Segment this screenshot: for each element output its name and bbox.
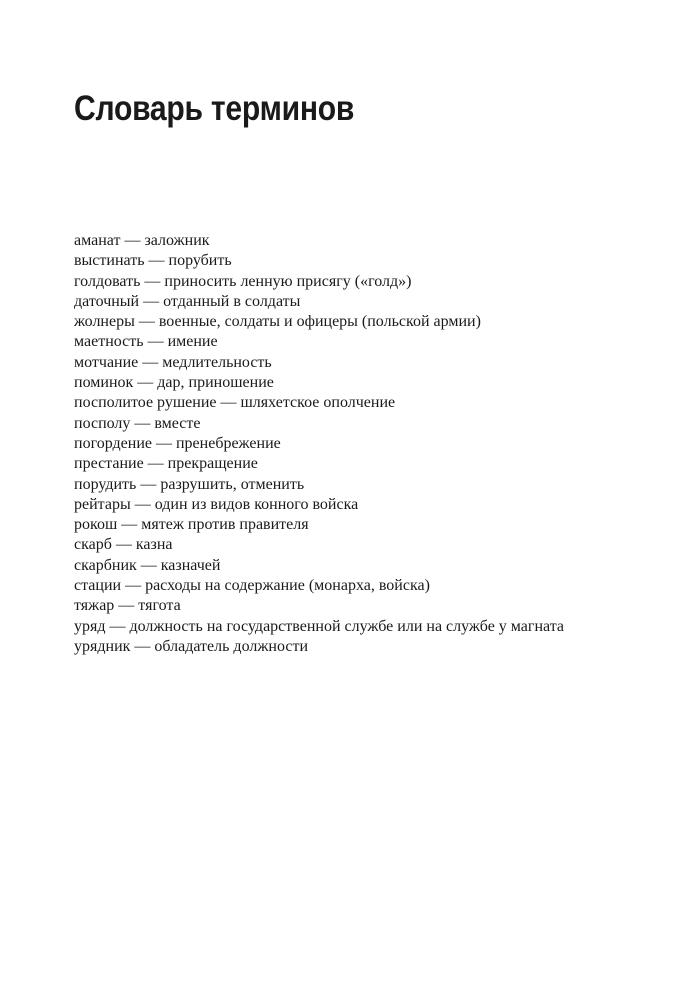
- glossary-entry: урядник — обладатель должности: [74, 637, 309, 655]
- glossary-entry: тяжар — тягота: [74, 597, 181, 615]
- glossary-entry: маетность — имение: [74, 333, 218, 351]
- glossary-entry: жолнеры — военные, солдаты и офицеры (польской армии): [74, 313, 481, 331]
- glossary-entry: погордение — пренебрежение: [74, 434, 281, 452]
- glossary-entry: даточный — отданный в солдаты: [74, 292, 301, 310]
- glossary-entry: поминок — дар, приношение: [74, 374, 274, 392]
- glossary-entry: аманат — заложник: [74, 232, 210, 249]
- glossary-list: [74, 231, 634, 657]
- glossary-entry: рейтары — один из видов конного войска: [74, 495, 359, 513]
- glossary-entry: скарб — казна: [74, 536, 173, 554]
- glossary-entry: престание — прекращение: [74, 455, 258, 473]
- glossary-entry: стации — расходы на содержание (монарха, войска): [74, 577, 430, 595]
- glossary-entry: рокош — мятеж против правителя: [74, 516, 309, 534]
- glossary-entry: порудить — разрушить, отменить: [74, 475, 305, 493]
- glossary-entry: голдовать — приносить ленную присягу («голд»): [74, 272, 412, 290]
- page-title: Словарь терминов: [74, 89, 355, 128]
- glossary-entry: посполу — вместе: [74, 414, 201, 432]
- glossary-entry: выстинать — порубить: [74, 252, 232, 270]
- glossary-entry: уряд — должность на государственной службе или на службе у магната: [74, 617, 565, 635]
- glossary-entry: скарбник — казначей: [74, 556, 221, 574]
- glossary-entry: мотчание — медлительность: [74, 353, 272, 371]
- glossary-entry: посполитое рушение — шляхетское ополчение: [74, 394, 396, 412]
